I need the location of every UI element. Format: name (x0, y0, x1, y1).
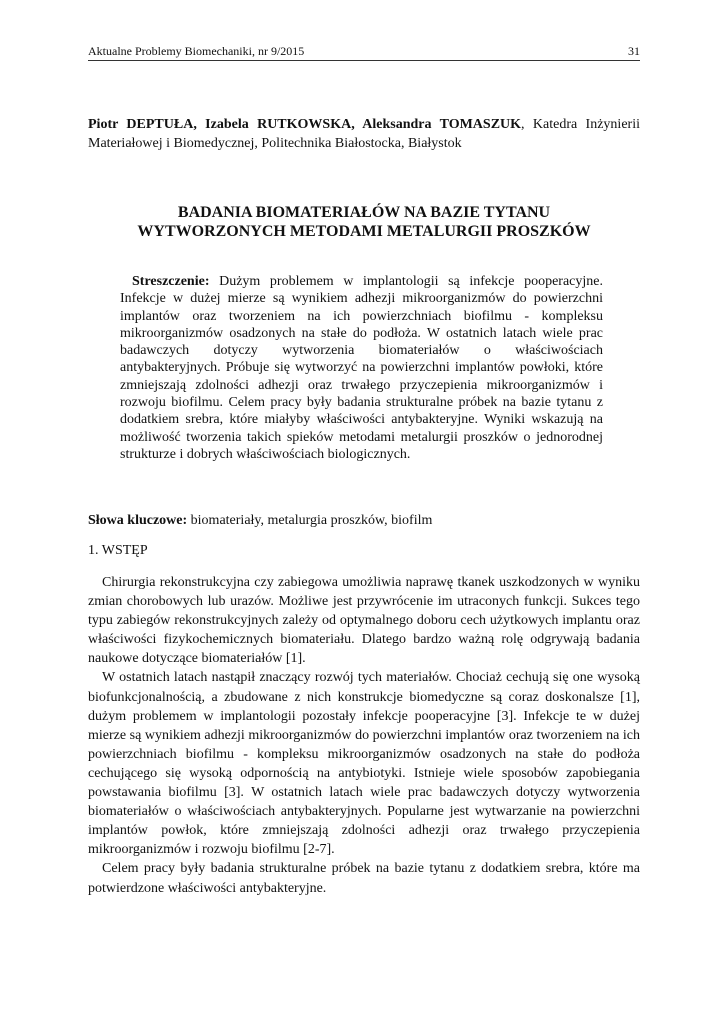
abstract (120, 273, 603, 463)
header-rule (88, 60, 640, 61)
abstract-text: Dużym problemem w implantologii są infekcje pooperacyjne. Infekcje w dużej mierze są wynikiem adhezji mikroorganizmów do powierzchni implantów oraz tworzeniem na ich powierzchniach biofilmu - kompleksu mikroorganizmów osadzonych na stałe do podłoża. W ostatnich latach wiele prac badawczych dotyczy wytworzenia biomateriałów o właściwościach antybakteryjnych. Próbuje się wytworzyć na powierzchni implantów powłoki, które zmniejszają zdolności adhezji oraz trwałego przyczepienia mikroorganizmów i rozwoju biofilmu. Celem pracy były badania strukturalne próbek na bazie tytanu z dodatkiem srebra, które miałyby właściwości antybakteryjne. Wyniki wskazują na możliwość tworzenia takich spieków metodami metalurgii proszków o jednorodnej strukturze i dobrych właściwościach biologicznych. (120, 274, 603, 462)
affiliation: , Katedra Inżynierii Materiałowej i Biomedycznej, Politechnika Białostocka, Białystok (88, 117, 640, 151)
keywords (88, 512, 640, 529)
paragraph: Celem pracy były badania strukturalne próbek na bazie tytanu z dodatkiem srebra, które ma potwierdzone właściwości antybakteryjne. (88, 861, 640, 896)
paper-title (88, 203, 640, 241)
paragraph: Chirurgia rekonstrukcyjna czy zabiegowa umożliwia naprawę tkanek uszkodzonych w wyniku zmian chorobowych lub urazów. Możliwe jest przywrócenie im utraconych funkcji. Sukces tego typu zabiegów rekonstrukcyjnych zależy od optymalnego doboru cech użytkowych implantu oraz właściwości fizykochemicznych biomateriału. Dlatego bardzo ważną rolę odgrywają badania naukowe dotyczące biomateriałów [1]. (88, 575, 640, 667)
keywords-label: Słowa kluczowe: (88, 513, 188, 528)
abstract-label: Streszczenie: (132, 274, 210, 289)
keywords-text: biomateriały, metalurgia proszków, biofilm (187, 513, 433, 528)
title-line-1: BADANIA BIOMATERIAŁÓW NA BAZIE TYTANU (177, 204, 551, 221)
section-heading: 1. WSTĘP (88, 543, 148, 558)
paragraph: W ostatnich latach nastąpił znaczący rozwój tych materiałów. Chociaż cechują się one wysoką biofunkcjonalnością, a zbudowane z nich konstrukcje biomedyczne są coraz doskonalsze [1], dużym problemem w implantologii pozostały infekcje pooperacyjne [3]. Infekcje te w dużej mierze są wynikiem adhezji mikroorganizmów do powierzchni implantów oraz tworzeniem na ich powierzchniach biofilmu - kompleksu mikroorganizmów osadzonych na stałe do podłoża cechującego się wysoką odpornością na antybiotyki. Istnieje wiele sposobów zapobiegania powstawania biofilmu [3]. W ostatnich latach wiele prac badawczych dotyczy wytworzenia biomateriałów o właściwościach antybakteryjnych. Popularne jest wytwarzanie na powierzchni implantów powłok, które zmniejszają zdolności adhezji oraz trwałego przyczepienia mikroorganizmów i rozwoju biofilmu [2-7]. (88, 670, 640, 858)
running-header (88, 43, 640, 59)
author-names: Piotr DEPTUŁA, Izabela RUTKOWSKA, Aleksandra TOMASZUK (88, 117, 522, 132)
page-number: 31 (628, 44, 640, 58)
body-text (88, 573, 640, 898)
journal-name: Aktualne Problemy Biomechaniki, nr 9/2015 (88, 44, 305, 58)
authors-block (88, 116, 640, 153)
title-line-2: WYTWORZONYCH METODAMI METALURGII PROSZKÓW (137, 223, 591, 240)
